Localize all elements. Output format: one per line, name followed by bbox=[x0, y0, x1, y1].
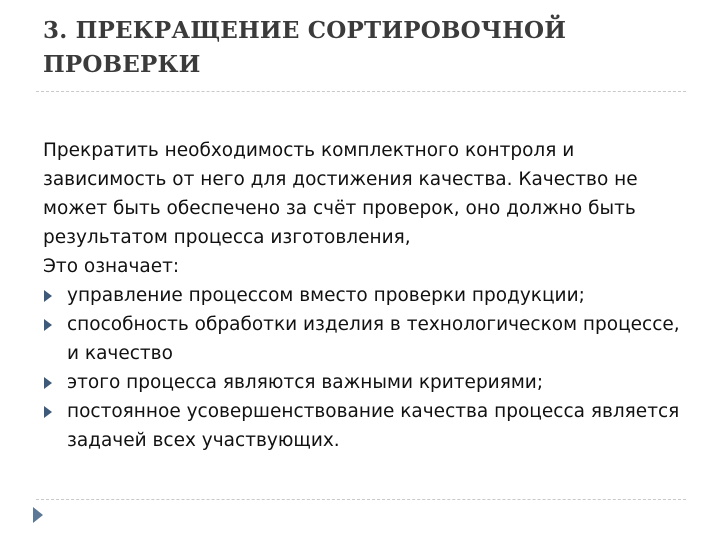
main-paragraph: Прекратить необходимость комплектного контроля и зависимость от него для достижения качества. Качество не может быть обеспечено за счёт проверок, оно должно быть результатом процесса изготовления, bbox=[43, 140, 638, 248]
list-item-text: способность обработки изделия в технологическом процессе, и качество bbox=[67, 314, 680, 364]
bullet-list bbox=[43, 281, 693, 455]
intro-line: Это означает: bbox=[43, 256, 180, 277]
list-item bbox=[43, 397, 693, 455]
footer-divider bbox=[36, 499, 686, 500]
list-item bbox=[43, 281, 693, 310]
triangle-right-icon bbox=[44, 290, 52, 302]
list-item bbox=[43, 310, 693, 368]
list-item-text: управление процессом вместо проверки продукции; bbox=[67, 285, 585, 306]
list-item bbox=[43, 368, 693, 397]
slide-title: 3. ПРЕКРАЩЕНИЕ СОРТИРОВОЧНОЙ ПРОВЕРКИ bbox=[43, 17, 567, 78]
triangle-right-icon bbox=[44, 319, 52, 331]
title-divider bbox=[36, 91, 686, 92]
triangle-right-icon bbox=[44, 377, 52, 389]
list-item-text: этого процесса являются важными критериями; bbox=[67, 372, 544, 393]
list-item-text: постоянное усовершенствование качества процесса является задачей всех участвующих. bbox=[67, 401, 680, 451]
slide-body bbox=[43, 136, 693, 455]
triangle-right-icon bbox=[44, 406, 52, 418]
next-slide-arrow-icon[interactable] bbox=[33, 507, 43, 523]
